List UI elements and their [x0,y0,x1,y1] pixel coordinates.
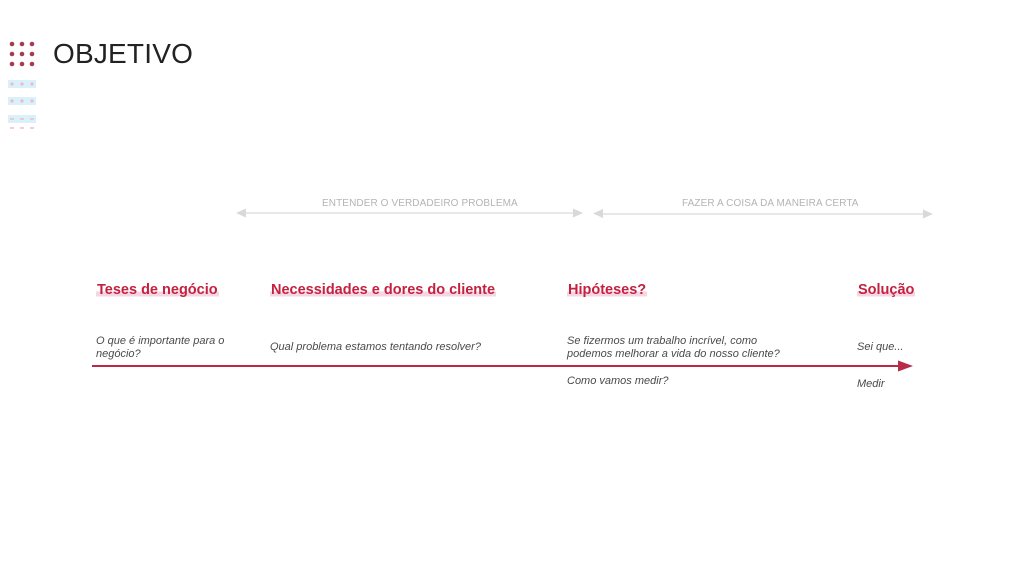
stage-heading: Solução [858,282,915,298]
stage-solution [857,280,915,300]
stage-question: O que é importante para o negócio? [96,335,225,360]
stage-question: Qual problema estamos tentando resolver? [270,341,481,353]
stage-heading: Necessidades e dores do cliente [271,282,496,298]
stage-heading: Teses de negócio [97,282,218,298]
stage-heading: Hipóteses? [568,282,647,298]
stage-question: Sei que... [857,341,904,353]
stage-metric: Como vamos medir? [567,375,669,387]
stage-customer-needs [270,280,496,300]
page-title: OBJETIVO [53,38,194,69]
timeline-arrow [92,361,913,372]
span-label-execute: FAZER A COISA DA MANEIRA CERTA [682,198,859,209]
stage-question: Se fizermos um trabalho incrível, como podemos melhorar a vida do nosso cliente? [567,335,780,360]
stage-hypotheses [567,280,647,300]
span-arrow-execute [593,209,933,219]
stage-business-theses [96,280,219,300]
stage-metric: Medir [857,378,885,390]
span-label-understand: ENTENDER O VERDADEIRO PROBLEMA [322,198,518,209]
